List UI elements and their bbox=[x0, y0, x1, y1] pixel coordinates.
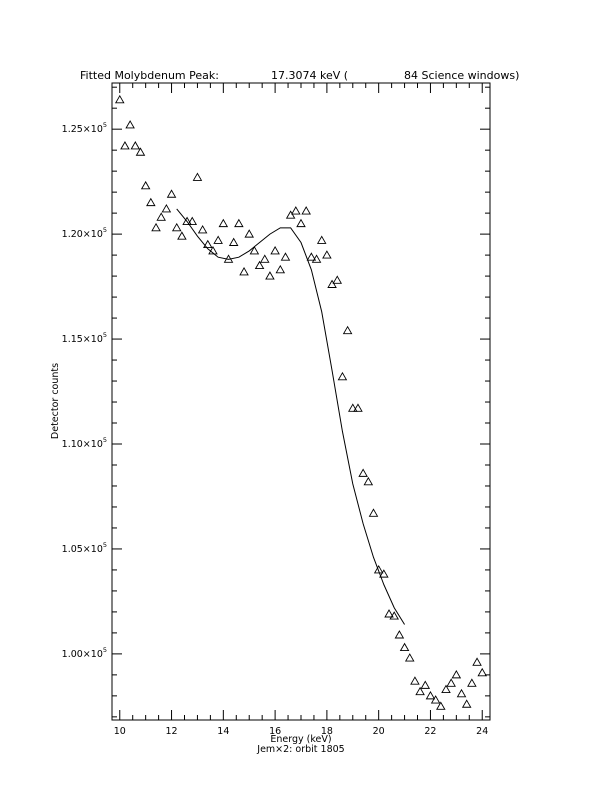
data-point bbox=[121, 142, 129, 149]
data-point bbox=[261, 255, 269, 262]
data-point bbox=[162, 205, 170, 212]
x-tick-label: 20 bbox=[372, 726, 385, 737]
data-point bbox=[463, 700, 471, 707]
data-point bbox=[240, 268, 248, 275]
data-point bbox=[432, 696, 440, 703]
y-tick-label: $1.20\times 10^5$ bbox=[61, 226, 107, 241]
data-point bbox=[292, 207, 300, 214]
data-point bbox=[426, 692, 434, 699]
chart-title bbox=[80, 69, 519, 82]
chart-title-part-2: 17.3074 keV ( bbox=[271, 69, 349, 82]
data-point bbox=[157, 213, 165, 220]
data-point bbox=[131, 142, 139, 149]
data-point bbox=[406, 654, 414, 661]
data-point bbox=[297, 220, 305, 227]
data-point bbox=[147, 199, 155, 206]
data-point bbox=[468, 679, 476, 686]
data-point bbox=[116, 96, 124, 103]
data-point bbox=[287, 211, 295, 218]
x-tick-label: 10 bbox=[113, 726, 126, 737]
data-point bbox=[168, 190, 176, 197]
data-point bbox=[411, 677, 419, 684]
data-point bbox=[126, 121, 134, 128]
data-point bbox=[178, 232, 186, 239]
chart-title-part-3: 84 Science windows) bbox=[404, 69, 520, 82]
data-point bbox=[276, 266, 284, 273]
x-tick-label: 16 bbox=[269, 726, 282, 737]
plot-frame bbox=[112, 83, 490, 720]
data-point bbox=[452, 671, 460, 678]
x-tick-label: 24 bbox=[476, 726, 489, 737]
y-axis-label: Detector counts bbox=[50, 362, 61, 440]
data-point bbox=[204, 241, 212, 248]
x-tick-label: 22 bbox=[424, 726, 437, 737]
data-point bbox=[359, 469, 367, 476]
data-point bbox=[266, 272, 274, 279]
data-point bbox=[458, 690, 466, 697]
data-point bbox=[318, 236, 326, 243]
x-tick-label: 18 bbox=[320, 726, 333, 737]
data-point bbox=[281, 253, 289, 260]
x-tick-label: 12 bbox=[165, 726, 178, 737]
y-tick-labels bbox=[62, 121, 107, 660]
chart-caption: Jem×2: orbit 1805 bbox=[257, 744, 345, 755]
data-point bbox=[250, 247, 258, 254]
fit-curve bbox=[177, 209, 405, 625]
data-point bbox=[142, 182, 150, 189]
chart-title-part-1: Fitted Molybdenum Peak: bbox=[80, 69, 219, 82]
data-point bbox=[333, 276, 341, 283]
data-point bbox=[219, 220, 227, 227]
data-point bbox=[271, 247, 279, 254]
data-point bbox=[152, 224, 160, 231]
y-tick-label: $1.05\times 10^5$ bbox=[61, 540, 107, 555]
y-tick-label: $1.00\times 10^5$ bbox=[61, 645, 107, 660]
axis-ticks bbox=[112, 83, 490, 720]
data-point bbox=[344, 327, 352, 334]
data-point bbox=[369, 509, 377, 516]
x-tick-label: 14 bbox=[217, 726, 230, 737]
y-tick-label: $1.10\times 10^5$ bbox=[61, 436, 107, 451]
data-point bbox=[421, 681, 429, 688]
data-point bbox=[302, 207, 310, 214]
data-points bbox=[116, 96, 486, 710]
data-point bbox=[328, 280, 336, 287]
data-point bbox=[473, 658, 481, 665]
data-point bbox=[323, 251, 331, 258]
data-point bbox=[395, 631, 403, 638]
y-tick-label: $1.15\times 10^5$ bbox=[61, 331, 107, 346]
data-point bbox=[199, 226, 207, 233]
data-point bbox=[235, 220, 243, 227]
data-point bbox=[214, 236, 222, 243]
data-point bbox=[313, 255, 321, 262]
x-axis-label: Energy (keV) bbox=[270, 734, 332, 745]
data-point bbox=[245, 230, 253, 237]
data-point bbox=[193, 173, 201, 180]
data-point bbox=[173, 224, 181, 231]
data-point bbox=[401, 644, 409, 651]
y-tick-label: $1.25\times 10^5$ bbox=[61, 121, 107, 136]
data-point bbox=[338, 373, 346, 380]
data-point bbox=[447, 679, 455, 686]
data-point bbox=[364, 478, 372, 485]
data-point bbox=[230, 239, 238, 246]
